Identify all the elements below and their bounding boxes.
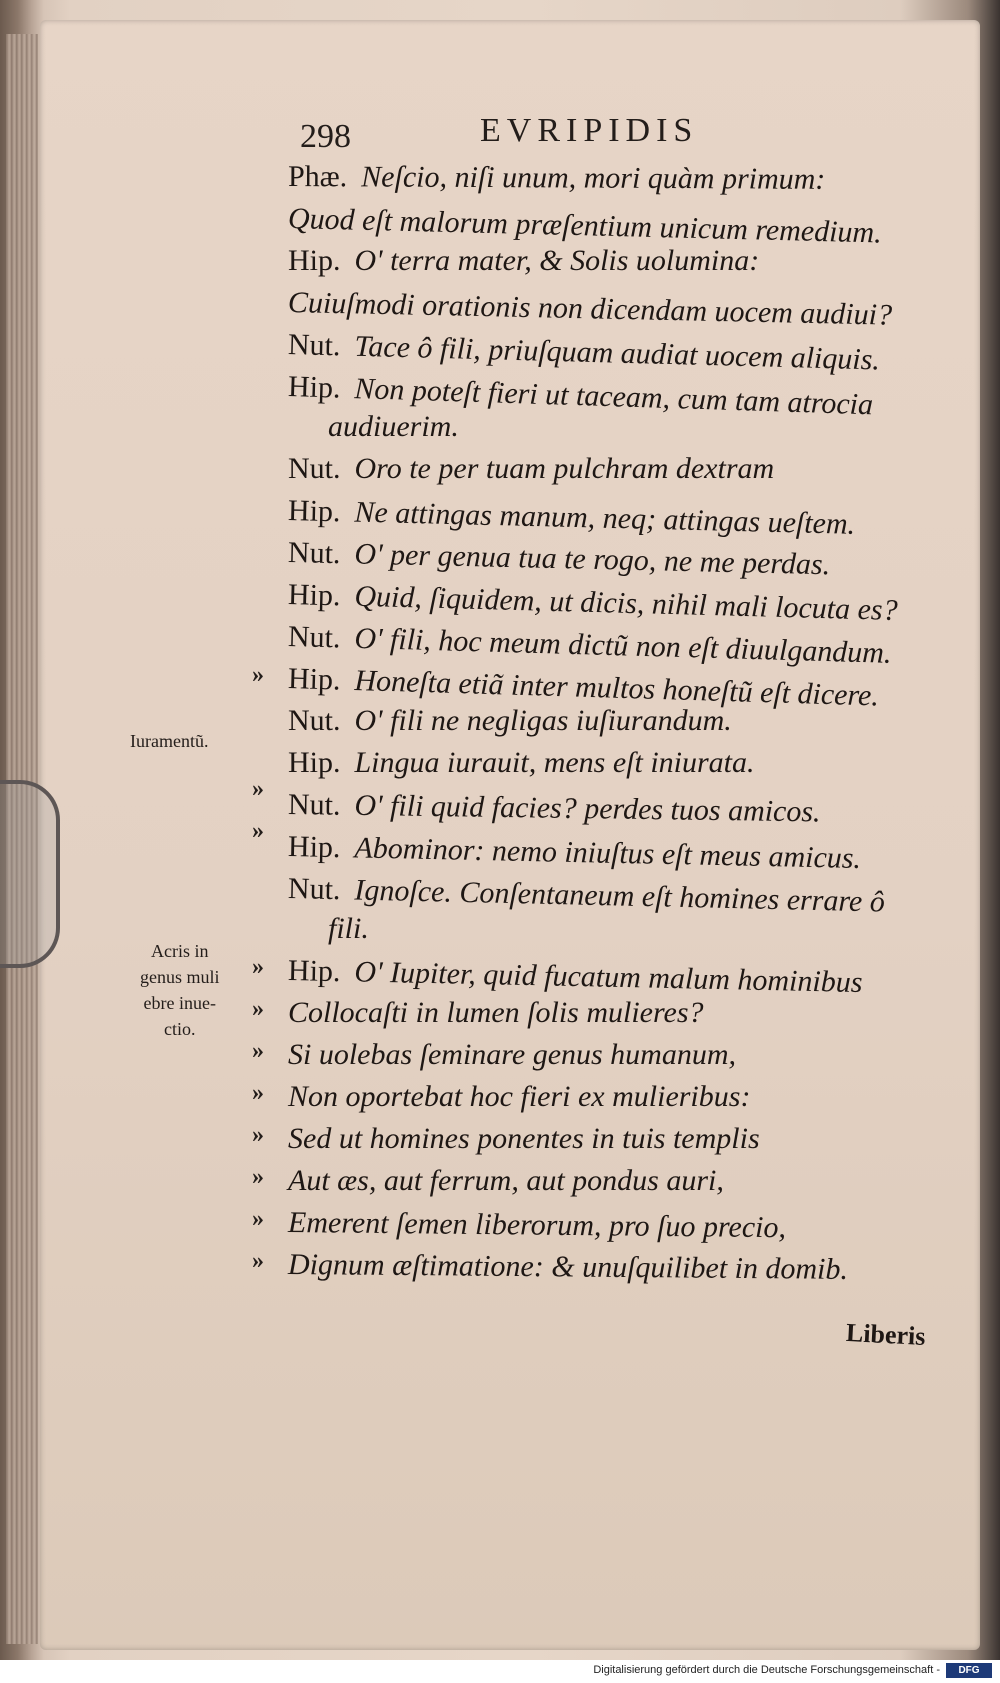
line-text: Honeſta etiã inter multos honeſtũ eſt dicere.	[353, 663, 880, 713]
line-text: fili.	[328, 912, 369, 945]
page-number: 298	[300, 118, 351, 155]
margin-note-text: Acris in	[151, 941, 209, 961]
margin-note-text: ebre inue-	[143, 993, 216, 1013]
line-text: O' fili ne negligas iuſiurandum.	[354, 704, 732, 737]
quote-mark: »	[252, 1122, 264, 1148]
running-head	[300, 112, 840, 158]
speaker-label: Hip.	[287, 494, 341, 529]
quote-mark: »	[252, 776, 264, 802]
line-text: Abominor: nemo iniuſtus eſt meus amicus.	[354, 831, 862, 875]
line-text: O' Iupiter, quid fucatum malum hominibus	[354, 955, 863, 1000]
line-text: Ignoſce. Conſentaneum eſt homines errare ô	[354, 873, 886, 919]
footer-credit: Digitalisierung gefördert durch die Deutsche Forschungsgemeinschaft -	[593, 1664, 940, 1676]
margin-note	[140, 938, 220, 1042]
line-text: O' terra mater, & Solis uolumina:	[354, 244, 760, 277]
quote-mark: »	[252, 818, 264, 844]
quote-mark: »	[252, 1080, 264, 1106]
text-line	[288, 1080, 750, 1114]
speaker-label: Phæ.	[287, 160, 348, 194]
line-text: Neſcio, niſi unum, mori quàm primum:	[361, 160, 826, 196]
book-clasp	[0, 780, 60, 968]
line-text: Tace ô fili, priuſquam audiat uocem aliquis.	[354, 329, 881, 377]
text-line	[328, 912, 369, 946]
speaker-label: Hip.	[287, 662, 341, 697]
speaker-label: Nut.	[288, 452, 341, 485]
quote-mark: »	[252, 662, 264, 688]
speaker-label: Nut.	[287, 328, 341, 363]
margin-note	[130, 728, 208, 754]
text-line	[288, 1248, 848, 1287]
line-text: Non oportebat hoc fieri ex mulieribus:	[288, 1080, 751, 1113]
footer-bar	[0, 1660, 1000, 1683]
speaker-label: Hip.	[287, 578, 341, 613]
text-line	[288, 160, 826, 197]
dfg-logo: DFG	[946, 1663, 992, 1678]
line-text: Collocaſti in lumen ſolis mulieres?	[288, 996, 704, 1029]
line-text: Lingua iurauit, mens eſt iniurata.	[354, 746, 755, 779]
text-line	[288, 746, 755, 780]
speaker-label: Nut.	[287, 620, 341, 655]
catchword: Liberis	[845, 1317, 927, 1352]
line-text: Si uolebas ſeminare genus humanum,	[288, 1038, 737, 1071]
text-line	[288, 996, 704, 1030]
margin-note-text: Iuramentũ.	[130, 731, 209, 751]
quote-mark: »	[252, 1206, 264, 1232]
text-line	[288, 452, 774, 486]
speaker-label: Nut.	[288, 704, 341, 737]
speaker-label: Hip.	[287, 370, 342, 405]
text-line	[288, 704, 732, 738]
line-text: Aut æs, aut ferrum, aut pondus auri,	[288, 1164, 724, 1197]
speaker-label: Hip.	[287, 830, 341, 865]
speaker-label: Nut.	[287, 872, 341, 907]
text-line	[288, 1038, 736, 1072]
book-title: EVRIPIDIS	[480, 112, 699, 149]
line-text: Cuiuſmodi orationis non dicendam uocem audiui?	[287, 286, 893, 332]
line-text: Oro te per tuam pulchram dextram	[354, 452, 775, 485]
line-text: O' fili quid facies? perdes tuos amicos.	[354, 788, 821, 829]
margin-note-text: genus muli	[140, 967, 220, 987]
text-line	[288, 1122, 760, 1156]
text-line	[328, 410, 459, 444]
text-line	[288, 1206, 786, 1245]
quote-mark: »	[252, 996, 264, 1022]
line-text: audiuerim.	[328, 410, 459, 443]
line-text: Sed ut homines ponentes in tuis templis	[288, 1122, 760, 1155]
quote-mark: »	[252, 1248, 264, 1274]
line-text: Quid, ſiquidem, ut dicis, nihil mali locuta es?	[354, 579, 899, 627]
line-text: Quod eſt malorum præſentium unicum remedium.	[287, 202, 883, 250]
text-line	[288, 244, 759, 278]
quote-mark: »	[252, 954, 264, 980]
line-text: Ne attingas manum, neq; attingas ueſtem.	[354, 495, 856, 541]
line-text: Dignum æſtimatione: & unuſquilibet in domib.	[287, 1248, 849, 1286]
speaker-label: Hip.	[287, 954, 341, 989]
speaker-label: Hip.	[288, 746, 341, 779]
speaker-label: Nut.	[287, 788, 341, 822]
line-text: Emerent ſemen liberorum, pro ſuo precio,	[287, 1206, 787, 1245]
line-text: O' per genua tua te rogo, ne me perdas.	[354, 537, 831, 582]
quote-mark: »	[252, 1164, 264, 1190]
speaker-label: Hip.	[288, 244, 341, 277]
quote-mark: »	[252, 1038, 264, 1064]
speaker-label: Nut.	[287, 536, 341, 571]
margin-note-text: ctio.	[164, 1019, 196, 1039]
text-line	[288, 1164, 724, 1198]
line-text: Non poteſt fieri ut taceam, cum tam atrocia	[353, 372, 874, 422]
line-text: O' fili, hoc meum dictũ non eſt diuulgandum.	[354, 621, 892, 670]
